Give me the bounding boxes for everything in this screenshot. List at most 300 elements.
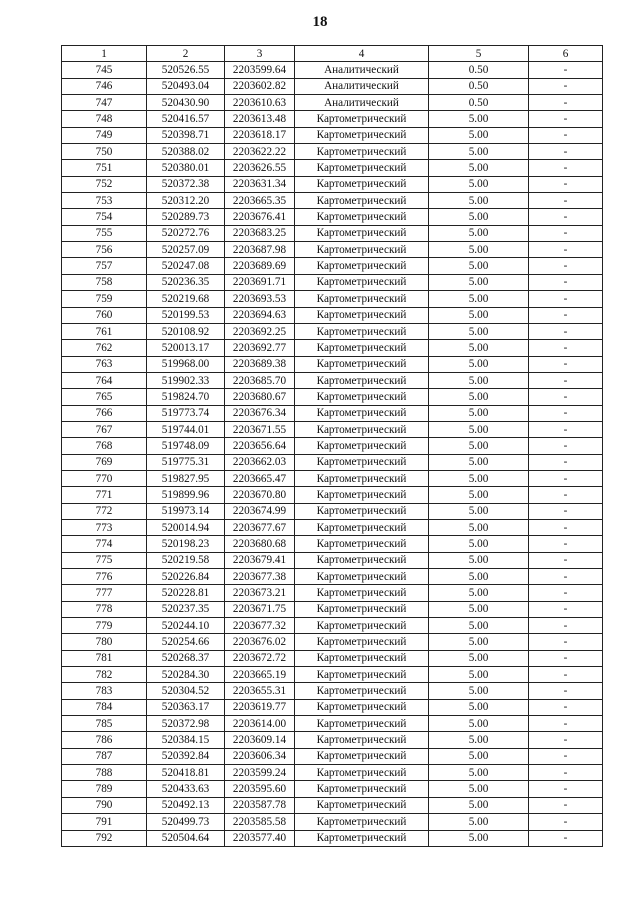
table-cell: Картометрический <box>295 797 429 813</box>
table-cell: 520257.09 <box>147 242 225 258</box>
table-cell: 520492.13 <box>147 797 225 813</box>
table-row <box>62 601 603 617</box>
table-cell: 771 <box>62 487 147 503</box>
table-cell: 5.00 <box>429 111 529 127</box>
table-header-row <box>62 46 603 62</box>
table-cell: - <box>529 78 603 94</box>
table-cell: Картометрический <box>295 503 429 519</box>
table-cell: - <box>529 144 603 160</box>
table-cell: 5.00 <box>429 372 529 388</box>
table-cell: 5.00 <box>429 356 529 372</box>
table-cell: 520268.37 <box>147 650 225 666</box>
table-cell: 519827.95 <box>147 470 225 486</box>
table-cell: 520363.17 <box>147 699 225 715</box>
table-cell: 746 <box>62 78 147 94</box>
table-cell: - <box>529 340 603 356</box>
table-cell: 781 <box>62 650 147 666</box>
table-cell: 2203676.02 <box>225 634 295 650</box>
table-cell: Картометрический <box>295 618 429 634</box>
table-row <box>62 487 603 503</box>
table-cell: Картометрический <box>295 454 429 470</box>
table-row <box>62 421 603 437</box>
table-cell: 2203677.32 <box>225 618 295 634</box>
table-cell: 789 <box>62 781 147 797</box>
table-cell: 520384.15 <box>147 732 225 748</box>
table-cell: - <box>529 389 603 405</box>
table-cell: 750 <box>62 144 147 160</box>
table-row <box>62 503 603 519</box>
table-cell: 2203665.19 <box>225 667 295 683</box>
table-cell: 5.00 <box>429 699 529 715</box>
table-cell: 520499.73 <box>147 814 225 830</box>
table-cell: 5.00 <box>429 127 529 143</box>
table-cell: 2203689.69 <box>225 258 295 274</box>
table-row <box>62 438 603 454</box>
table-cell: 2203687.98 <box>225 242 295 258</box>
table-cell: 520289.73 <box>147 209 225 225</box>
table-cell: 520493.04 <box>147 78 225 94</box>
table-cell: 520430.90 <box>147 95 225 111</box>
table-cell: 2203655.31 <box>225 683 295 699</box>
table-cell: - <box>529 421 603 437</box>
table-cell: 5.00 <box>429 569 529 585</box>
table-cell: Картометрический <box>295 765 429 781</box>
table-cell: - <box>529 225 603 241</box>
table-cell: - <box>529 95 603 111</box>
table-cell: 2203692.25 <box>225 323 295 339</box>
table-cell: Картометрический <box>295 144 429 160</box>
table-cell: 520254.66 <box>147 634 225 650</box>
table-cell: 519899.96 <box>147 487 225 503</box>
table-cell: - <box>529 176 603 192</box>
table-cell: 2203656.64 <box>225 438 295 454</box>
table-cell: 2203614.00 <box>225 716 295 732</box>
table-row <box>62 781 603 797</box>
table-cell: 520236.35 <box>147 274 225 290</box>
table-cell: - <box>529 748 603 764</box>
table-row <box>62 569 603 585</box>
table-cell: 5.00 <box>429 193 529 209</box>
table-row <box>62 667 603 683</box>
table-cell: 5.00 <box>429 454 529 470</box>
table-cell: 2203685.70 <box>225 372 295 388</box>
table-row <box>62 748 603 764</box>
table-cell: 5.00 <box>429 176 529 192</box>
table-cell: 765 <box>62 389 147 405</box>
table-cell: 756 <box>62 242 147 258</box>
table-cell: 520199.53 <box>147 307 225 323</box>
table-cell: 774 <box>62 536 147 552</box>
table-cell: 519773.74 <box>147 405 225 421</box>
table-cell: Картометрический <box>295 356 429 372</box>
table-cell: 2203662.03 <box>225 454 295 470</box>
header-cell: 6 <box>529 46 603 62</box>
table-cell: 520219.58 <box>147 552 225 568</box>
table-row <box>62 618 603 634</box>
table-cell: 5.00 <box>429 160 529 176</box>
table-row <box>62 340 603 356</box>
table-row <box>62 797 603 813</box>
table-cell: 5.00 <box>429 438 529 454</box>
table-cell: 2203672.72 <box>225 650 295 666</box>
table-cell: - <box>529 585 603 601</box>
table-cell: 785 <box>62 716 147 732</box>
table-cell: 2203631.34 <box>225 176 295 192</box>
table-row <box>62 732 603 748</box>
table-row <box>62 274 603 290</box>
table-cell: 2203670.80 <box>225 487 295 503</box>
table-cell: 520014.94 <box>147 519 225 535</box>
table-cell: 2203577.40 <box>225 830 295 846</box>
table-cell: 0.50 <box>429 62 529 78</box>
table-cell: 753 <box>62 193 147 209</box>
table-cell: 751 <box>62 160 147 176</box>
table-cell: 520504.64 <box>147 830 225 846</box>
table-cell: - <box>529 650 603 666</box>
table-cell: 790 <box>62 797 147 813</box>
table-cell: 5.00 <box>429 814 529 830</box>
table-cell: 780 <box>62 634 147 650</box>
table-cell: 2203676.34 <box>225 405 295 421</box>
table-cell: 519973.14 <box>147 503 225 519</box>
table-cell: 769 <box>62 454 147 470</box>
table-cell: 2203626.55 <box>225 160 295 176</box>
table-cell: - <box>529 323 603 339</box>
header-cell: 3 <box>225 46 295 62</box>
table-cell: - <box>529 601 603 617</box>
table-cell: Картометрический <box>295 405 429 421</box>
table-cell: 5.00 <box>429 421 529 437</box>
table-cell: - <box>529 193 603 209</box>
table-cell: Картометрический <box>295 372 429 388</box>
table-cell: Картометрический <box>295 274 429 290</box>
table-cell: 772 <box>62 503 147 519</box>
table-cell: Картометрический <box>295 650 429 666</box>
table-row <box>62 716 603 732</box>
table-cell: 762 <box>62 340 147 356</box>
table-cell: Картометрический <box>295 585 429 601</box>
table-cell: 519968.00 <box>147 356 225 372</box>
table-cell: 5.00 <box>429 519 529 535</box>
table-cell: 520198.23 <box>147 536 225 552</box>
header-cell: 5 <box>429 46 529 62</box>
table-cell: 519744.01 <box>147 421 225 437</box>
coordinates-table <box>61 45 603 847</box>
table-row <box>62 193 603 209</box>
table-cell: - <box>529 356 603 372</box>
table-cell: Картометрический <box>295 552 429 568</box>
table-cell: 2203595.60 <box>225 781 295 797</box>
table-cell: 2203585.58 <box>225 814 295 830</box>
table-cell: 2203602.82 <box>225 78 295 94</box>
table-cell: Картометрический <box>295 569 429 585</box>
table-cell: Картометрический <box>295 781 429 797</box>
table-cell: Картометрический <box>295 160 429 176</box>
table-cell: 5.00 <box>429 634 529 650</box>
table-cell: 2203671.75 <box>225 601 295 617</box>
table-cell: 767 <box>62 421 147 437</box>
table-cell: 2203679.41 <box>225 552 295 568</box>
table-cell: 519775.31 <box>147 454 225 470</box>
table-cell: 5.00 <box>429 748 529 764</box>
table-cell: 5.00 <box>429 291 529 307</box>
table-cell: 5.00 <box>429 781 529 797</box>
table-cell: - <box>529 503 603 519</box>
table-cell: Картометрический <box>295 340 429 356</box>
table-cell: - <box>529 765 603 781</box>
table-cell: 761 <box>62 323 147 339</box>
table-cell: Картометрический <box>295 487 429 503</box>
table-cell: 520388.02 <box>147 144 225 160</box>
table-row <box>62 470 603 486</box>
table-cell: - <box>529 683 603 699</box>
table-cell: Картометрический <box>295 830 429 846</box>
table-cell: 788 <box>62 765 147 781</box>
table-cell: 779 <box>62 618 147 634</box>
table-cell: - <box>529 242 603 258</box>
table-row <box>62 291 603 307</box>
table-cell: - <box>529 797 603 813</box>
table-cell: 520526.55 <box>147 62 225 78</box>
table-cell: - <box>529 62 603 78</box>
table-row <box>62 552 603 568</box>
table-cell: 748 <box>62 111 147 127</box>
table-cell: 5.00 <box>429 618 529 634</box>
table-cell: 758 <box>62 274 147 290</box>
table-cell: 5.00 <box>429 144 529 160</box>
table-cell: 2203692.77 <box>225 340 295 356</box>
table-cell: - <box>529 160 603 176</box>
table-cell: Картометрический <box>295 438 429 454</box>
table-cell: 757 <box>62 258 147 274</box>
table-cell: - <box>529 372 603 388</box>
table-cell: 2203676.41 <box>225 209 295 225</box>
table-cell: 520284.30 <box>147 667 225 683</box>
table-cell: Картометрический <box>295 470 429 486</box>
table-cell: Картометрический <box>295 225 429 241</box>
table-cell: 760 <box>62 307 147 323</box>
table-cell: 784 <box>62 699 147 715</box>
table-cell: 2203613.48 <box>225 111 295 127</box>
table-cell: - <box>529 519 603 535</box>
table-cell: Картометрический <box>295 193 429 209</box>
table-cell: Картометрический <box>295 634 429 650</box>
table-cell: 520372.98 <box>147 716 225 732</box>
table-row <box>62 127 603 143</box>
table-cell: 520398.71 <box>147 127 225 143</box>
table-cell: 0.50 <box>429 95 529 111</box>
table-cell: 520272.76 <box>147 225 225 241</box>
table-cell: Картометрический <box>295 421 429 437</box>
table-cell: 5.00 <box>429 830 529 846</box>
table-cell: 520247.08 <box>147 258 225 274</box>
table-cell: 5.00 <box>429 209 529 225</box>
table-cell: Картометрический <box>295 111 429 127</box>
table-cell: 520312.20 <box>147 193 225 209</box>
table-row <box>62 372 603 388</box>
table-cell: Картометрический <box>295 127 429 143</box>
table-row <box>62 830 603 846</box>
table-cell: 2203671.55 <box>225 421 295 437</box>
table-cell: 5.00 <box>429 552 529 568</box>
table-cell: 520304.52 <box>147 683 225 699</box>
table-row <box>62 683 603 699</box>
table-cell: 782 <box>62 667 147 683</box>
table-cell: 520219.68 <box>147 291 225 307</box>
table-cell: 519824.70 <box>147 389 225 405</box>
table-cell: 5.00 <box>429 585 529 601</box>
table-cell: 766 <box>62 405 147 421</box>
table-cell: 2203677.38 <box>225 569 295 585</box>
table-cell: 786 <box>62 732 147 748</box>
table-cell: 5.00 <box>429 667 529 683</box>
table-cell: - <box>529 699 603 715</box>
table-row <box>62 144 603 160</box>
table-cell: 768 <box>62 438 147 454</box>
table-cell: 2203665.35 <box>225 193 295 209</box>
table-row <box>62 536 603 552</box>
table-cell: Аналитический <box>295 95 429 111</box>
table-cell: - <box>529 716 603 732</box>
table-row <box>62 209 603 225</box>
table-cell: 2203622.22 <box>225 144 295 160</box>
table-row <box>62 356 603 372</box>
table-row <box>62 160 603 176</box>
table-cell: 754 <box>62 209 147 225</box>
table-row <box>62 699 603 715</box>
table-cell: - <box>529 814 603 830</box>
table-cell: 5.00 <box>429 732 529 748</box>
table-cell: Картометрический <box>295 732 429 748</box>
table-cell: 791 <box>62 814 147 830</box>
table-cell: 519748.09 <box>147 438 225 454</box>
table-cell: Картометрический <box>295 814 429 830</box>
table-cell: 2203680.68 <box>225 536 295 552</box>
header-cell: 4 <box>295 46 429 62</box>
table-cell: 2203619.77 <box>225 699 295 715</box>
table-row <box>62 519 603 535</box>
table-row <box>62 765 603 781</box>
table-cell: 764 <box>62 372 147 388</box>
table-cell: 5.00 <box>429 683 529 699</box>
table-cell: 5.00 <box>429 601 529 617</box>
table-cell: 520380.01 <box>147 160 225 176</box>
table-cell: 792 <box>62 830 147 846</box>
table-cell: - <box>529 569 603 585</box>
table-cell: - <box>529 781 603 797</box>
table-cell: - <box>529 209 603 225</box>
table-row <box>62 389 603 405</box>
table-cell: 747 <box>62 95 147 111</box>
table-cell: Картометрический <box>295 323 429 339</box>
table-cell: 2203599.64 <box>225 62 295 78</box>
table-cell: Картометрический <box>295 667 429 683</box>
table-cell: 787 <box>62 748 147 764</box>
table-cell: - <box>529 307 603 323</box>
table-cell: 2203587.78 <box>225 797 295 813</box>
table-cell: 5.00 <box>429 470 529 486</box>
table-cell: 520228.81 <box>147 585 225 601</box>
table-cell: 777 <box>62 585 147 601</box>
table-row <box>62 111 603 127</box>
table-cell: 5.00 <box>429 405 529 421</box>
table-cell: 520372.38 <box>147 176 225 192</box>
table-row <box>62 176 603 192</box>
table-row <box>62 585 603 601</box>
table-cell: Картометрический <box>295 291 429 307</box>
table-cell: Картометрический <box>295 716 429 732</box>
table-cell: 5.00 <box>429 536 529 552</box>
table-cell: 2203674.99 <box>225 503 295 519</box>
table-cell: - <box>529 454 603 470</box>
table-cell: - <box>529 405 603 421</box>
table-cell: 749 <box>62 127 147 143</box>
table-cell: - <box>529 111 603 127</box>
table-row <box>62 814 603 830</box>
table-row <box>62 78 603 94</box>
table-cell: Картометрический <box>295 209 429 225</box>
table-cell: - <box>529 487 603 503</box>
table-cell: 775 <box>62 552 147 568</box>
table-cell: 2203680.67 <box>225 389 295 405</box>
table-cell: 5.00 <box>429 650 529 666</box>
table-cell: 759 <box>62 291 147 307</box>
table-cell: 776 <box>62 569 147 585</box>
table-cell: 2203693.53 <box>225 291 295 307</box>
table-cell: 755 <box>62 225 147 241</box>
table-cell: - <box>529 258 603 274</box>
table-cell: Картометрический <box>295 536 429 552</box>
table-cell: 5.00 <box>429 797 529 813</box>
table-row <box>62 405 603 421</box>
table-cell: - <box>529 470 603 486</box>
table-cell: Картометрический <box>295 307 429 323</box>
table-cell: 2203610.63 <box>225 95 295 111</box>
table-row <box>62 634 603 650</box>
table-cell: 520244.10 <box>147 618 225 634</box>
table-cell: 520416.57 <box>147 111 225 127</box>
table-cell: - <box>529 667 603 683</box>
table-cell: 783 <box>62 683 147 699</box>
header-cell: 1 <box>62 46 147 62</box>
table-row <box>62 258 603 274</box>
table-cell: 5.00 <box>429 765 529 781</box>
table-cell: 2203683.25 <box>225 225 295 241</box>
table-cell: - <box>529 618 603 634</box>
table-cell: 520237.35 <box>147 601 225 617</box>
table-cell: 2203599.24 <box>225 765 295 781</box>
table-cell: 745 <box>62 62 147 78</box>
page-number: 18 <box>312 14 328 30</box>
table-cell: 2203694.63 <box>225 307 295 323</box>
table-row <box>62 307 603 323</box>
table-cell: 2203665.47 <box>225 470 295 486</box>
table-cell: Аналитический <box>295 78 429 94</box>
table-row <box>62 650 603 666</box>
table-cell: Картометрический <box>295 519 429 535</box>
table-cell: 763 <box>62 356 147 372</box>
table-cell: 5.00 <box>429 307 529 323</box>
table-cell: 752 <box>62 176 147 192</box>
table-cell: 520433.63 <box>147 781 225 797</box>
table-cell: 5.00 <box>429 340 529 356</box>
table-cell: 5.00 <box>429 258 529 274</box>
table-cell: 778 <box>62 601 147 617</box>
table-cell: 519902.33 <box>147 372 225 388</box>
table-cell: Аналитический <box>295 62 429 78</box>
table-cell: - <box>529 127 603 143</box>
table-cell: - <box>529 291 603 307</box>
